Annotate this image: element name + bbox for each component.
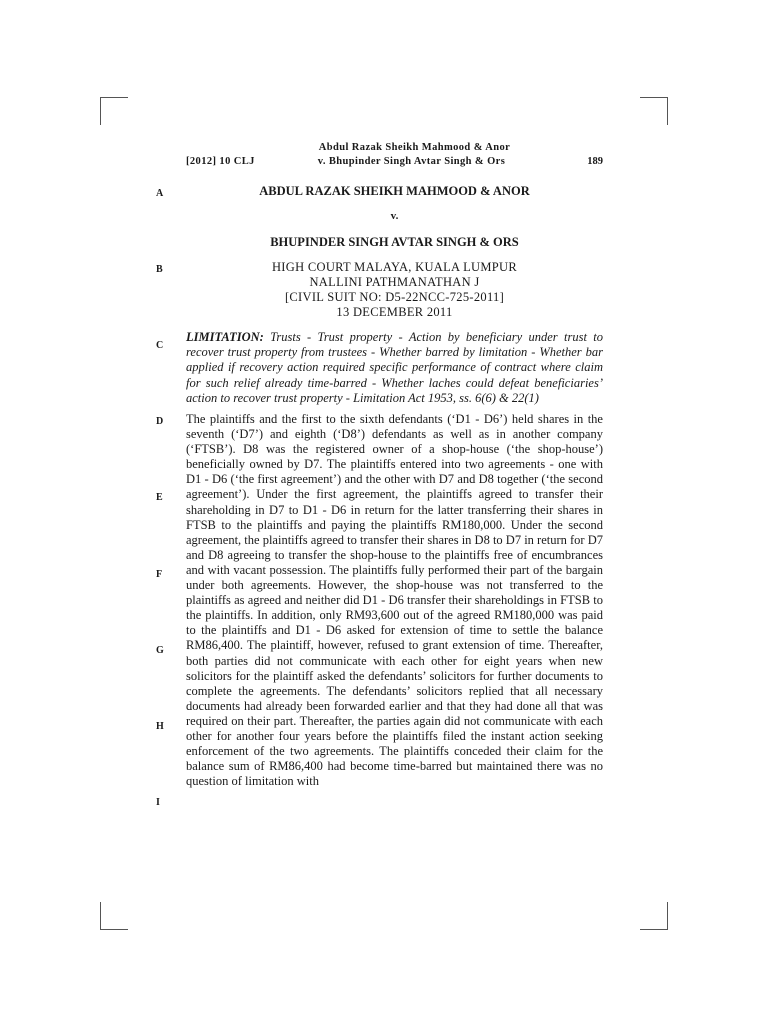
running-head-line	[186, 155, 603, 169]
crop-mark-top-left-v	[100, 97, 101, 125]
case-versus: v.	[390, 210, 399, 222]
crop-mark-bottom-right-h	[640, 929, 668, 930]
case-defendant: BHUPINDER SINGH AVTAR SINGH & ORS	[270, 235, 519, 249]
court-name: HIGH COURT MALAYA, KUALA LUMPUR	[271, 260, 518, 274]
page-number: 189	[587, 156, 603, 167]
margin-letter-i: I	[156, 797, 160, 808]
running-head-parties: v. Bhupinder Singh Avtar Singh & Ors	[317, 156, 506, 167]
headnote-label: LIMITATION:	[186, 330, 264, 344]
margin-letter-d: D	[156, 416, 164, 427]
judgment-date: 13 DECEMBER 2011	[336, 305, 453, 319]
headnote	[186, 330, 603, 406]
crop-mark-top-left-h	[100, 97, 128, 98]
margin-letter-h: H	[156, 721, 164, 732]
court-info	[186, 260, 603, 320]
margin-letter-f: F	[156, 569, 163, 580]
crop-mark-bottom-left-v	[100, 902, 101, 930]
running-head	[186, 141, 603, 169]
running-head-citation: [2012] 10 CLJ	[186, 156, 255, 167]
body-paragraph: The plaintiffs and the first to the sixth defendants (‘D1 - D6’) held shares in the seventh (‘D7’) and eighth (‘D8’) defendants as well as in another company (‘FTSB’). D8 was the registered owner of a shop-house (‘the shop-house’) beneficially owned by D7. The plaintiffs entered into two agreements - one with D1 - D6 (‘the first agreement’) and the other with D7 and D8 together (‘the second agreement’). Under the first agreement, the plaintiffs agreed to transfer their shareholding in D7 to D1 - D6 in return for the latter transferring their shares in FTSB to the plaintiffs and paying the plaintiffs RM180,000. Under the second agreement, the plaintiffs agreed to transfer their shares in D8 to D7 in return for D7 and D8 agreeing to transfer the shop-house to the plaintiffs free of encumbrances and with vacant possession. The plaintiffs fully performed their part of the bargain under both agreements. However, the shop-house was not transferred to the plaintiffs as agreed and neither did D1 - D6 transfer their shareholdings in FTSB to the plaintiffs. In addition, only RM93,600 out of the agreed RM180,000 was paid to the plaintiffs and D1 - D6 asked for extension of time to settle the balance RM86,400. The plaintiff, however, refused to grant extension of time. Thereafter, both parties did not communicate with each other for eight years when new solicitors for the plaintiff asked the defendants’ solicitors for further documents to complete the agreements. The defendants’ solicitors replied that all necessary documents had already been forwarded earlier and that they had done all that was required on their part. Thereafter, the parties again did not communicate with each other for another four years before the plaintiffs filed the instant action seeking enforcement of the two agreements. The plaintiffs conceded their claim for the balance sum of RM86,400 had become time-barred but maintained there was no question of limitation with	[186, 412, 603, 789]
margin-letter-g: G	[156, 645, 164, 656]
case-plaintiff: ABDUL RAZAK SHEIKH MAHMOOD & ANOR	[259, 184, 530, 198]
running-head-title: Abdul Razak Sheikh Mahmood & Anor	[318, 142, 511, 153]
crop-mark-bottom-right-v	[667, 902, 668, 930]
margin-letter-e: E	[156, 492, 163, 503]
suit-number: [CIVIL SUIT NO: D5-22NCC-725-2011]	[284, 290, 505, 304]
margin-letter-a: A	[156, 188, 164, 199]
crop-mark-bottom-left-h	[100, 929, 128, 930]
crop-mark-top-right-v	[667, 97, 668, 125]
margin-letter-c: C	[156, 340, 164, 351]
judge-name: NALLINI PATHMANATHAN J	[309, 275, 480, 289]
crop-mark-top-right-h	[640, 97, 668, 98]
headnote-text: Trusts - Trust property - Action by beneficiary under trust to recover trust property from trustees - Whether barred by limitation - Whether bar applied if recovery action required specific performance of contract where claim for such relief already time-barred - Whether laches could defeat beneficiaries’ action to recover trust property - Limitation Act 1953, ss. 6(6) & 22(1)	[186, 330, 603, 405]
margin-letter-b: B	[156, 264, 163, 275]
